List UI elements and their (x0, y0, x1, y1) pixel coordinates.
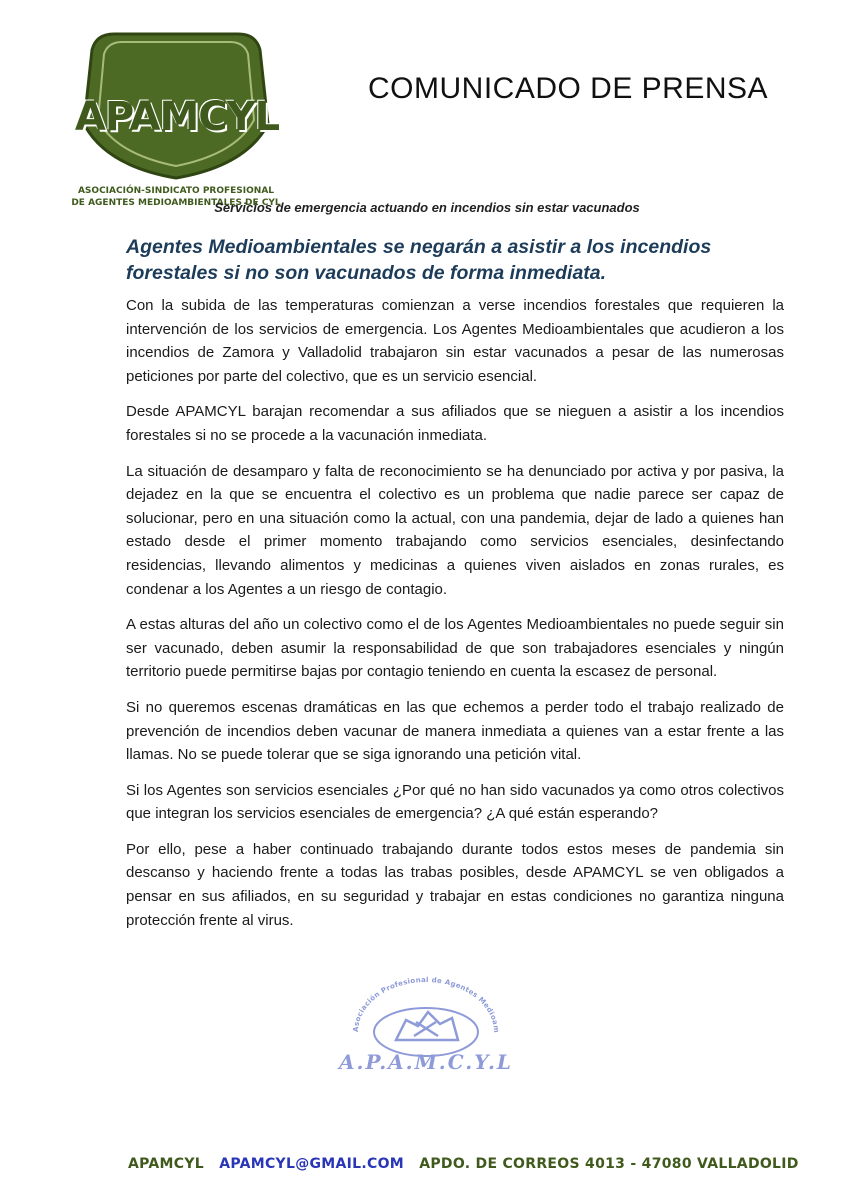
paragraph: Desde APAMCYL barajan recomendar a sus afiliados que se nieguen a asistir a los incendios forestales si no se procede a la vacunación inmediata. (126, 403, 784, 444)
footer (128, 1156, 808, 1172)
paragraph: Con la subida de las temperaturas comienzan a verse incendios forestales que requieren la intervención de los servicios de emergencia. Los Agentes Medioambientales que acudieron a los incendios de Zamora y Valladolid trabajaron sin estar vacunados a pesar de las numerosas peticiones por parte del colectivo, que es un servicio esencial. (126, 297, 784, 385)
subtitle: Servicios de emergencia actuando en incendios sin estar vacunados (214, 200, 640, 215)
body-text (126, 294, 784, 944)
official-stamp (336, 970, 516, 1080)
stamp-label: A.P.A.M.C.Y.L (338, 1050, 513, 1074)
footer-email-link[interactable]: APAMCYL@GMAIL.COM (219, 1156, 405, 1172)
logo-subtitle-line1: ASOCIACIÓN-SINDICATO PROFESIONAL (77, 186, 275, 196)
footer-address: APDO. DE CORREOS 4013 - 47080 VALLADOLID (419, 1156, 799, 1172)
footer-org: APAMCYL (128, 1156, 205, 1172)
paragraph: Si los Agentes son servicios esenciales ¿Por qué no han sido vacunados ya como otros colectivos que integran los servicios esenciales de emergencia? ¿A qué están esperando? (126, 781, 784, 823)
paragraph: A estas alturas del año un colectivo como el de los Agentes Medioambientales no puede seguir sin ser vacunado, deben asumir la responsabilidad de que son trabajadores esenciales y ningún territorio puede permitirse bajas por contagio teniendo en cuenta la escasez de personal. (126, 616, 784, 681)
stamp-emblem-icon (336, 970, 516, 1060)
headline: Agentes Medioambientales se negarán a asistir a los incendios forestales si no son vacunados de forma inmediata. (126, 236, 712, 284)
paragraph: La situación de desamparo y falta de reconocimiento se ha denunciado por activa y por pasiva, la dejadez en la que se encuentra el colectivo es un problema que nadie parece ser capaz de solucionar, pero en una situación como la actual, con una pandemia, dejar de lado a quienes han estado desde el primer momento trabajando como servicios esenciales, desinfectando residencias, llevando alimentos y medicinas a quienes viven aislados en zonas rurales, es condenar a los Agentes a un riesgo de contagio. (126, 462, 784, 598)
stamp-ring-text: Asociación Profesional de Agentes Medioam (351, 975, 501, 1034)
logo-wordmark: APAMCYL (74, 94, 280, 140)
paragraph: Si no queremos escenas dramáticas en las que echemos a perder todo el trabajo realizado de prevención de incendios deben vacunar de manera inmediata a quienes van a estar frente a las llamas. No se puede tolerar que se siga ignorando una petición vital. (126, 698, 784, 764)
page-title: COMUNICADO DE PRENSA (368, 72, 769, 105)
apamcyl-logo (56, 28, 296, 208)
paragraph: Por ello, pese a haber continuado trabajando durante todos estos meses de pandemia sin descanso y haciendo frente a todas las trabas posibles, desde APAMCYL se ven obligados a pensar en sus afiliados, en su seguridad y trabajar en estas condiciones no garantiza ninguna protección frente al virus. (126, 840, 784, 929)
logo-subtitle-line2: DE AGENTES MEDIOAMBIENTALES DE CYL (71, 198, 281, 208)
